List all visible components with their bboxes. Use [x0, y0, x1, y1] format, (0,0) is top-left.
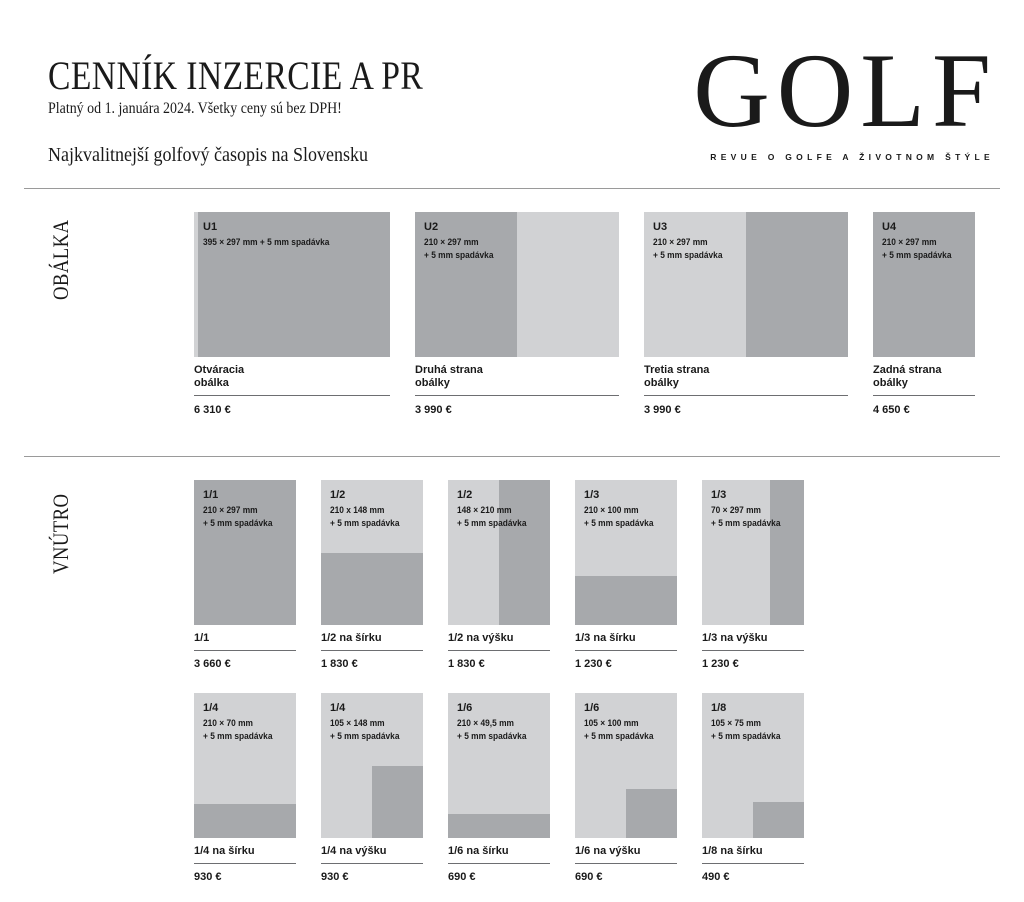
- ad-dimensions: 210 × 297 mm + 5 mm spadávka: [653, 237, 723, 261]
- ad-code: 1/4: [330, 702, 346, 714]
- divider-top: [24, 188, 1000, 189]
- ad-price: 1 230 €: [702, 658, 739, 670]
- ad-area: [753, 802, 804, 838]
- ad-dimensions: 210 × 297 mm + 5 mm spadávka: [424, 237, 494, 261]
- ad-dimensions: 105 × 148 mm + 5 mm spadávka: [330, 718, 400, 742]
- ad-name: 1/8 na šírku: [702, 845, 763, 857]
- ad-divider: [575, 650, 677, 651]
- ad-dimensions: 210 × 70 mm + 5 mm spadávka: [203, 718, 273, 742]
- ad-divider: [321, 650, 423, 651]
- ad-thumbnail: [415, 212, 619, 357]
- ad-name: 1/4 na výšku: [321, 845, 387, 857]
- ad-name: 1/1: [194, 632, 210, 644]
- ad-code: 1/3: [711, 489, 727, 501]
- ad-name: Druhá strana obálky: [415, 364, 483, 389]
- ad-price: 4 650 €: [873, 404, 910, 416]
- ad-thumbnail: [702, 480, 804, 625]
- ad-thumbnail: [194, 212, 390, 357]
- ad-price: 1 830 €: [448, 658, 485, 670]
- ad-thumbnail: [194, 693, 296, 838]
- ad-code: 1/8: [711, 702, 727, 714]
- ad-name: Zadná strana obálky: [873, 364, 942, 389]
- ad-thumbnail: [702, 693, 804, 838]
- ad-price: 930 €: [194, 871, 222, 883]
- ad-name: 1/3 na šírku: [575, 632, 636, 644]
- ad-code: 1/3: [584, 489, 600, 501]
- ad-thumbnail: [448, 480, 550, 625]
- ad-area: [415, 212, 517, 357]
- ad-name: 1/2 na šírku: [321, 632, 382, 644]
- page-title: CENNÍK INZERCIE A PR: [48, 53, 424, 98]
- ad-area: [194, 804, 296, 838]
- ad-divider: [644, 395, 848, 396]
- golf-logo: GOLF: [693, 32, 998, 149]
- ad-dimensions: 148 × 210 mm + 5 mm spadávka: [457, 505, 527, 529]
- logo-subtitle: REVUE O GOLFE A ŽIVOTNOM ŠTÝLE: [710, 152, 994, 162]
- ad-price: 690 €: [448, 871, 476, 883]
- ad-price: 3 660 €: [194, 658, 231, 670]
- ad-divider: [194, 650, 296, 651]
- ad-code: U3: [653, 221, 668, 233]
- ad-thumbnail: [575, 693, 677, 838]
- ad-code: 1/4: [203, 702, 219, 714]
- ad-code: U2: [424, 221, 439, 233]
- ad-price: 490 €: [702, 871, 730, 883]
- ad-name: 1/4 na šírku: [194, 845, 255, 857]
- ad-divider: [448, 650, 550, 651]
- ad-thumbnail: [873, 212, 975, 357]
- ad-name: 1/6 na šírku: [448, 845, 509, 857]
- ad-dimensions: 105 × 75 mm + 5 mm spadávka: [711, 718, 781, 742]
- ad-dimensions: 210 × 297 mm + 5 mm spadávka: [882, 237, 952, 261]
- ad-code: U1: [203, 221, 218, 233]
- ad-name: 1/3 na výšku: [702, 632, 768, 644]
- ad-area: [770, 480, 804, 625]
- ad-dimensions: 70 × 297 mm + 5 mm spadávka: [711, 505, 781, 529]
- ad-thumbnail: [448, 693, 550, 838]
- ad-divider: [194, 863, 296, 864]
- ad-divider: [448, 863, 550, 864]
- ad-dimensions: 105 × 100 mm + 5 mm spadávka: [584, 718, 654, 742]
- ad-area: [499, 480, 550, 625]
- ad-area: [194, 480, 296, 625]
- ad-thumbnail: [321, 480, 423, 625]
- ad-code: 1/6: [457, 702, 473, 714]
- ad-name: Tretia strana obálky: [644, 364, 710, 389]
- ad-dimensions: 395 × 297 mm + 5 mm spadávka: [203, 237, 330, 248]
- ad-name: Otváracia obálka: [194, 364, 245, 389]
- section-label-inside: VNÚTRO: [48, 493, 73, 574]
- ad-divider: [575, 863, 677, 864]
- ad-code: U4: [882, 221, 897, 233]
- ad-thumbnail: [194, 480, 296, 625]
- tagline: Najkvalitnejší golfový časopis na Slovensku: [48, 144, 368, 166]
- ad-divider: [415, 395, 619, 396]
- ad-code: 1/2: [457, 489, 473, 501]
- ad-code: 1/6: [584, 702, 600, 714]
- ad-dimensions: 210 × 297 mm + 5 mm spadávka: [203, 505, 273, 529]
- ad-dimensions: 210 × 100 mm + 5 mm spadávka: [584, 505, 654, 529]
- ad-name: 1/6 na výšku: [575, 845, 641, 857]
- ad-divider: [873, 395, 975, 396]
- ad-price: 3 990 €: [644, 404, 681, 416]
- ad-divider: [321, 863, 423, 864]
- ad-price: 930 €: [321, 871, 349, 883]
- ad-thumbnail: [644, 212, 848, 357]
- ad-area: [746, 212, 848, 357]
- ad-dimensions: 210 × 49,5 mm + 5 mm spadávka: [457, 718, 527, 742]
- ad-code: 1/2: [330, 489, 346, 501]
- ad-area: [448, 814, 550, 838]
- ad-code: 1/1: [203, 489, 219, 501]
- ad-divider: [194, 395, 390, 396]
- ad-area: [575, 576, 677, 625]
- section-label-cover: OBÁLKA: [48, 219, 73, 300]
- ad-dimensions: 210 x 148 mm + 5 mm spadávka: [330, 505, 400, 529]
- ad-area: [321, 553, 423, 625]
- ad-area: [198, 212, 390, 357]
- ad-price: 6 310 €: [194, 404, 231, 416]
- ad-thumbnail: [321, 693, 423, 838]
- validity-note: Platný od 1. januára 2024. Všetky ceny sú bez DPH!: [48, 100, 342, 117]
- ad-area: [372, 766, 423, 838]
- ad-price: 1 230 €: [575, 658, 612, 670]
- ad-divider: [702, 650, 804, 651]
- ad-area: [873, 212, 975, 357]
- ad-name: 1/2 na výšku: [448, 632, 514, 644]
- ad-area: [626, 789, 677, 838]
- ad-price: 3 990 €: [415, 404, 452, 416]
- ad-price: 690 €: [575, 871, 603, 883]
- ad-price: 1 830 €: [321, 658, 358, 670]
- ad-divider: [702, 863, 804, 864]
- ad-thumbnail: [575, 480, 677, 625]
- divider-middle: [24, 456, 1000, 457]
